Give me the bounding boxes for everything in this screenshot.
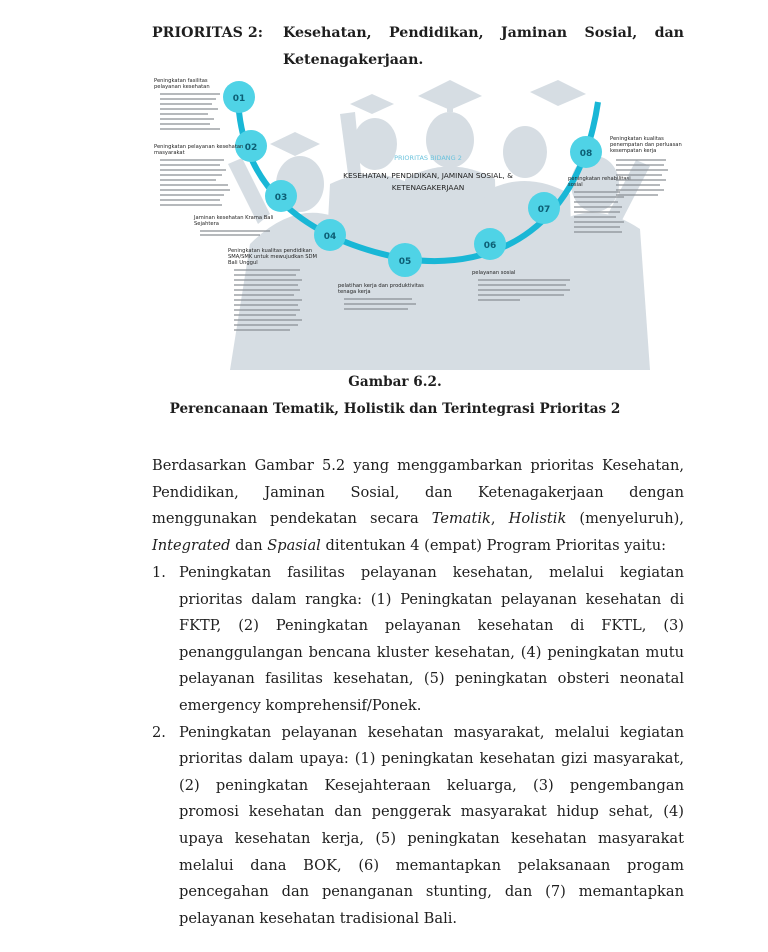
roadmap-svg xyxy=(150,74,682,370)
svg-text:08: 08 xyxy=(579,149,593,159)
priority-roadmap-figure xyxy=(150,74,682,370)
list-item-number: 1. xyxy=(152,564,166,581)
node-08-title: Peningkatan kualitas penempatan dan perluasan kesempatan kerja xyxy=(610,136,682,154)
banner-title-line1: KESEHATAN, PENDIDIKAN, JAMINAN SOSIAL, & xyxy=(343,171,513,180)
heading-text: Kesehatan, Pendidikan, Jaminan Sosial, dan Ketenagakerjaan. xyxy=(283,25,684,68)
node-03 xyxy=(265,180,297,212)
svg-text:01: 01 xyxy=(232,94,246,104)
intro-paragraph: Berdasarkan Gambar 5.2 yang menggambarkan prioritas Kesehatan, Pendidikan, Jaminan Sosial, dan Ketenagakerjaan dengan menggunakan pendekatan secara Tematik, Holistik (menyeluruh), Integrated dan Spasial ditentukan 4 (empat) Program Prioritas yaitu: xyxy=(152,457,684,554)
node-01 xyxy=(223,81,255,113)
list-item-text: Peningkatan pelayanan kesehatan masyarakat, melalui kegiatan prioritas dalam upaya: (1) peningkatan kesehatan gizi masyarakat, (2) peningkatan Kesejahteraan keluarga, (3) pengembangan promosi kesehatan dan penggerak masyarakat hidup sehat, (4) upaya kesehatan kerja, (5) peningkatan kesehatan masyarakat melalui dana BOK, (6) memantapkan pelaksanaan progam pencegahan dan penanganan stunting, dan (7) memantapkan pelayanan kesehatan tradisional Bali. xyxy=(179,723,684,927)
list-item xyxy=(152,720,684,933)
figure-caption-number: Gambar 6.2. xyxy=(348,374,442,390)
figure-caption-title: Perencanaan Tematik, Holistik dan Terintegrasi Prioritas 2 xyxy=(169,401,621,417)
svg-text:06: 06 xyxy=(483,241,497,251)
list-item-text: Peningkatan fasilitas pelayanan kesehatan, melalui kegiatan prioritas dalam rangka: (1) Peningkatan pelayanan kesehatan di FKTP, (2) Peningkatan pelayanan kesehatan di FKTL, (3) penanggulangan bencana kluster kesehatan, (4) peningkatan mutu pelayanan fasilitas kesehatan, (5) peningkatan obsteri neonatal emergency komprehensif/Ponek. xyxy=(179,564,684,714)
node-03-title: Jaminan kesehatan Krama Bali Sejahtera xyxy=(194,215,274,227)
banner-small-label: PRIORITAS BIDANG 2 xyxy=(394,154,462,162)
node-06-title: pelayanan sosial xyxy=(472,270,516,276)
node-07 xyxy=(528,192,560,224)
node-07-title: peningkatan rehabilitasi sosial xyxy=(568,176,631,188)
banner-title-line2: KETENAGAKERJAAN xyxy=(391,183,465,192)
svg-text:07: 07 xyxy=(537,205,551,215)
section-heading xyxy=(152,20,684,74)
graduates-silhouette xyxy=(228,80,650,370)
svg-text:04: 04 xyxy=(323,232,337,242)
svg-text:05: 05 xyxy=(398,257,412,267)
node-08 xyxy=(570,136,602,168)
heading-label: PRIORITAS 2: xyxy=(152,25,263,41)
list-item xyxy=(152,560,684,720)
node-05 xyxy=(388,243,422,277)
priority-program-list xyxy=(152,560,684,932)
node-06 xyxy=(474,228,506,260)
node-04-title: Peningkatan kualitas pendidikan SMA/SMK untuk mewujudkan SDM Bali Unggul xyxy=(228,248,318,266)
list-item-number: 2. xyxy=(152,723,166,741)
node-04 xyxy=(314,219,346,251)
svg-text:03: 03 xyxy=(274,193,288,203)
svg-text:02: 02 xyxy=(244,143,258,153)
node-01-title: Peningkatan fasilitas pelayanan kesehatan xyxy=(154,78,210,90)
node-02-title: Peningkatan pelayanan kesehatan masyarakat xyxy=(154,144,244,156)
node-05-title: pelatihan kerja dan produktivitas tenaga kerja xyxy=(338,283,424,295)
